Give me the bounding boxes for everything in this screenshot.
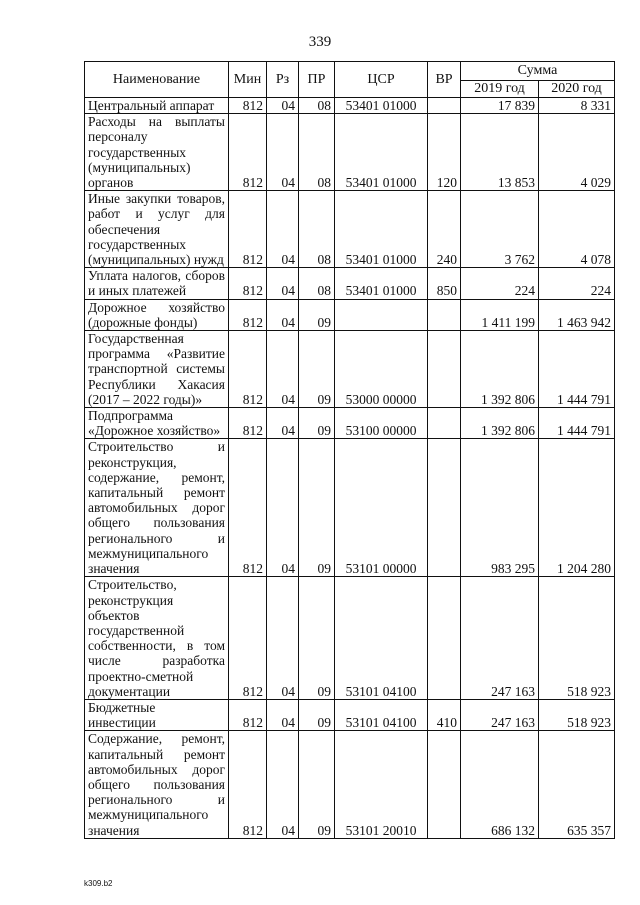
row-name: Уплата налогов, сборов и иных платежей [85, 268, 229, 299]
header-rz: Рз [267, 62, 299, 98]
row-sum-2020: 4 078 [539, 191, 615, 268]
row-pr: 08 [299, 191, 335, 268]
row-csr: 53401 01000 [335, 268, 428, 299]
row-min: 812 [229, 439, 267, 577]
row-sum-2019: 17 839 [461, 98, 539, 114]
row-min: 812 [229, 577, 267, 700]
row-sum-2019: 686 132 [461, 731, 539, 838]
row-sum-2020: 518 923 [539, 577, 615, 700]
table-body [85, 98, 615, 839]
row-sum-2019: 247 163 [461, 699, 539, 730]
row-min: 812 [229, 731, 267, 838]
row-vr: 240 [428, 191, 461, 268]
row-pr: 09 [299, 299, 335, 330]
header-vr: ВР [428, 62, 461, 98]
row-rz: 04 [267, 299, 299, 330]
row-vr: 850 [428, 268, 461, 299]
row-sum-2020: 635 357 [539, 731, 615, 838]
row-sum-2020: 8 331 [539, 98, 615, 114]
row-name: Подпрограмма «Дорожное хозяйство» [85, 408, 229, 439]
budget-table [84, 61, 615, 839]
row-name: Бюджетные инвестиции [85, 699, 229, 730]
table-row [85, 191, 615, 268]
row-pr: 08 [299, 268, 335, 299]
row-sum-2019: 13 853 [461, 114, 539, 191]
row-rz: 04 [267, 331, 299, 408]
table-row [85, 699, 615, 730]
header-min: Мин [229, 62, 267, 98]
row-rz: 04 [267, 191, 299, 268]
row-name: Строительство, реконструкция объектов государственной собственности, в том числе разработка проектно-сметной документации [85, 577, 229, 700]
row-sum-2020: 1 444 791 [539, 408, 615, 439]
row-sum-2020: 1 463 942 [539, 299, 615, 330]
row-name: Расходы на выплаты персоналу государственных (муниципальных) органов [85, 114, 229, 191]
table-row [85, 331, 615, 408]
row-name: Государственная программа «Развитие транспортной системы Республики Хакасия (2017 – 2022 годы)» [85, 331, 229, 408]
row-vr [428, 439, 461, 577]
row-sum-2020: 1 444 791 [539, 331, 615, 408]
row-pr: 08 [299, 114, 335, 191]
row-sum-2019: 3 762 [461, 191, 539, 268]
row-rz: 04 [267, 699, 299, 730]
table-row [85, 439, 615, 577]
row-min: 812 [229, 268, 267, 299]
row-name: Центральный аппарат [85, 98, 229, 114]
row-pr: 09 [299, 699, 335, 730]
header-pr: ПР [299, 62, 335, 98]
row-vr: 120 [428, 114, 461, 191]
row-sum-2019: 1 411 199 [461, 299, 539, 330]
row-vr [428, 577, 461, 700]
row-sum-2019: 983 295 [461, 439, 539, 577]
row-csr: 53401 01000 [335, 98, 428, 114]
row-csr: 53000 00000 [335, 331, 428, 408]
row-pr: 09 [299, 731, 335, 838]
footer-code: k309.b2 [84, 879, 113, 888]
row-rz: 04 [267, 439, 299, 577]
row-rz: 04 [267, 577, 299, 700]
row-sum-2020: 1 204 280 [539, 439, 615, 577]
row-name: Иные закупки товаров, работ и услуг для обеспечения государственных (муниципальных) нужд [85, 191, 229, 268]
row-rz: 04 [267, 98, 299, 114]
row-sum-2020: 224 [539, 268, 615, 299]
row-rz: 04 [267, 268, 299, 299]
row-pr: 09 [299, 577, 335, 700]
row-csr: 53401 01000 [335, 114, 428, 191]
row-pr: 09 [299, 439, 335, 577]
row-pr: 08 [299, 98, 335, 114]
row-min: 812 [229, 331, 267, 408]
row-csr: 53101 20010 [335, 731, 428, 838]
row-sum-2020: 4 029 [539, 114, 615, 191]
row-min: 812 [229, 299, 267, 330]
table-row [85, 268, 615, 299]
header-year-2019: 2019 год [461, 81, 539, 98]
row-sum-2020: 518 923 [539, 699, 615, 730]
row-csr [335, 299, 428, 330]
row-sum-2019: 247 163 [461, 577, 539, 700]
row-csr: 53101 00000 [335, 439, 428, 577]
table-row [85, 408, 615, 439]
row-csr: 53100 00000 [335, 408, 428, 439]
row-pr: 09 [299, 408, 335, 439]
table-row [85, 577, 615, 700]
row-min: 812 [229, 408, 267, 439]
page-number: 339 [308, 34, 332, 50]
row-csr: 53101 04100 [335, 699, 428, 730]
row-csr: 53401 01000 [335, 191, 428, 268]
row-vr [428, 408, 461, 439]
row-vr [428, 98, 461, 114]
table-row [85, 114, 615, 191]
row-vr [428, 299, 461, 330]
row-vr [428, 331, 461, 408]
row-sum-2019: 224 [461, 268, 539, 299]
header-name: Наименование [85, 62, 229, 98]
row-name: Строительство и реконструкция, содержание, ремонт, капитальный ремонт автомобильных дорог общего пользования регионального и межмуниципального значения [85, 439, 229, 577]
header-sum: Сумма [461, 62, 615, 81]
row-vr: 410 [428, 699, 461, 730]
row-vr [428, 731, 461, 838]
row-name: Дорожное хозяйство (дорожные фонды) [85, 299, 229, 330]
row-name: Содержание, ремонт, капитальный ремонт автомобильных дорог общего пользования регионального и межмуниципального значения [85, 731, 229, 838]
table-row [85, 299, 615, 330]
row-min: 812 [229, 191, 267, 268]
row-min: 812 [229, 699, 267, 730]
header-year-2020: 2020 год [539, 81, 615, 98]
row-min: 812 [229, 114, 267, 191]
row-pr: 09 [299, 331, 335, 408]
table-header [85, 62, 615, 98]
row-rz: 04 [267, 731, 299, 838]
row-sum-2019: 1 392 806 [461, 408, 539, 439]
row-rz: 04 [267, 408, 299, 439]
row-sum-2019: 1 392 806 [461, 331, 539, 408]
table-row [85, 731, 615, 838]
row-csr: 53101 04100 [335, 577, 428, 700]
header-csr: ЦСР [335, 62, 428, 98]
row-rz: 04 [267, 114, 299, 191]
table-row [85, 98, 615, 114]
row-min: 812 [229, 98, 267, 114]
